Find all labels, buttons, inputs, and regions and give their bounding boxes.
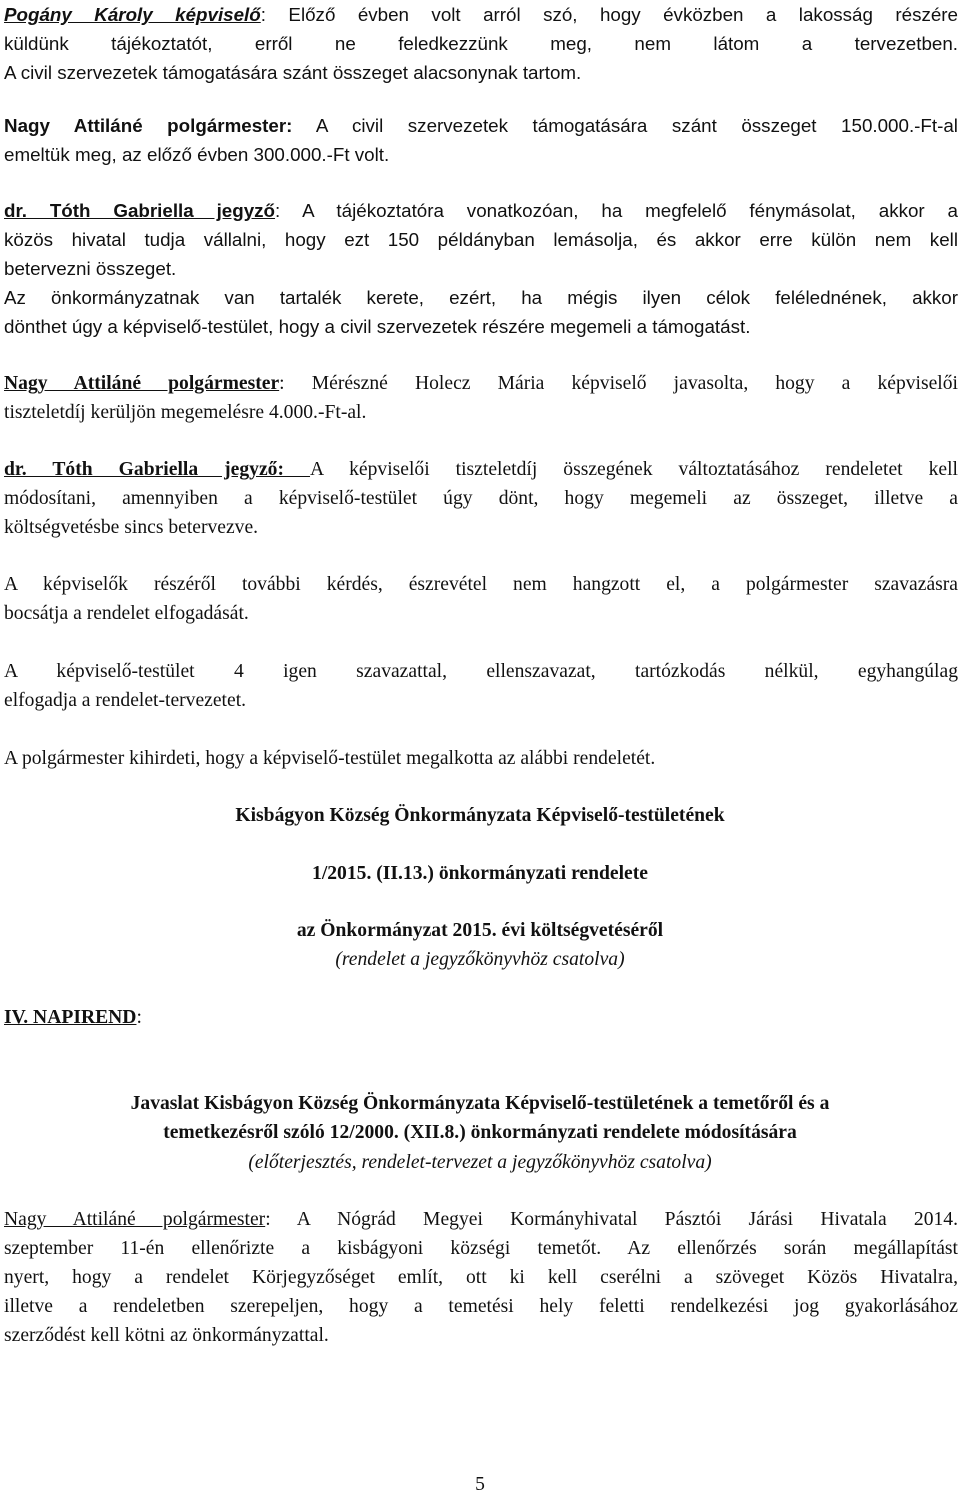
- speaker-name: dr. Tóth Gabriella jegyző:: [4, 459, 311, 480]
- decree-note: (rendelet a jegyzőkönyvhöz csatolva): [335, 949, 625, 970]
- p2-line2: emeltük meg, az előző évben 300.000.-Ft volt.: [4, 144, 390, 165]
- speaker-name: Pogány Károly képviselő: [4, 4, 261, 25]
- decree-subject: az Önkormányzat 2015. évi költségvetéséről: [296, 920, 664, 941]
- p5-line2: módosítani, amennyiben a képviselő-testület úgy dönt, hogy megemeli az összeget, illetve a: [4, 488, 958, 509]
- p9-line1: Nagy Attiláné polgármester: A Nógrád Megyei Kormányhivatal Pásztói Járási Hivatala 2014.: [4, 1209, 958, 1230]
- speaker-name: Nagy Attiláné polgármester:: [4, 115, 293, 136]
- p1-line2: küldünk tájékoztatót, erről ne feledkezzünk meg, nem látom a tervezetben.: [4, 33, 958, 54]
- decree-number: 1/2015. (II.13.) önkormányzati rendelete: [312, 863, 648, 884]
- paragraph-polgarmester-1: [4, 111, 958, 169]
- p3-line2: közös hivatal tudja vállalni, hogy ezt 150 példányban lemásolja, és akkor erre külön nem kell: [4, 229, 958, 250]
- agenda-label: IV. NAPIREND:: [4, 1007, 142, 1028]
- paragraph-hatarozat: [4, 657, 958, 715]
- speaker-name: dr. Tóth Gabriella jegyző: [4, 200, 276, 221]
- p9-line5: szerződést kell kötni az önkormányzattal.: [4, 1325, 329, 1346]
- p9-line2: szeptember 11-én ellenőrizte a kisbágyoni községi temetőt. Az ellenőrzés során megállapítást: [4, 1238, 958, 1259]
- p3-line1: dr. Tóth Gabriella jegyző: A tájékoztatóra vonatkozóan, ha megfelelő fénymásolat, akkor a: [4, 200, 958, 221]
- p1-line3: A civil szervezetek támogatására szánt összeget alacsonynak tartom.: [4, 62, 582, 83]
- speaker-name: Nagy Attiláné polgármester: [4, 1209, 266, 1230]
- paragraph-pogany-karoly: [4, 0, 958, 87]
- p5-line1: dr. Tóth Gabriella jegyző: A képviselői tiszteletdíj összegének változtatásához rendeletet kell: [4, 459, 958, 480]
- p9-line3: nyert, hogy a rendelet Körjegyzőséget említ, ott ki kell cserélni a szöveget Közös Hivatalra,: [4, 1267, 958, 1288]
- p9-line4: illetve a rendeletben szerepeljen, hogy a temetési hely feletti rendelkezési jog gyakorlásához: [4, 1296, 958, 1317]
- p2-line1: Nagy Attiláné polgármester: A civil szervezetek támogatására szánt összeget 150.000.-Ft-al: [4, 115, 958, 136]
- p3-line4: Az önkormányzatnak van tartalék kerete, ezért, ha mégis ilyen célok felélednének, akkor: [4, 287, 958, 308]
- p4-line1: Nagy Attiláné polgármester: Mérészné Holecz Mária képviselő javasolta, hogy a képviselői: [4, 373, 958, 394]
- paragraph-polgarmester-2: [4, 369, 958, 427]
- paragraph-kihirdetes: [4, 744, 958, 773]
- p6-line2: bocsátja a rendelet elfogadását.: [4, 603, 249, 624]
- p7-line2: elfogadja a rendelet-tervezetet.: [4, 690, 247, 711]
- p3-line5: dönthet úgy a képviselő-testület, hogy a civil szervezetek részére megemeli a támogatást.: [4, 316, 751, 337]
- paragraph-polgarmester-3: [4, 1205, 958, 1350]
- p5-line3: költségvetésbe sincs betervezve.: [4, 517, 259, 538]
- agenda-title-line1: Javaslat Kisbágyon Község Önkormányzata Képviselő-testületének a temetőről és a: [130, 1093, 830, 1114]
- p6-line1: A képviselők részéről további kérdés, észrevétel nem hangzott el, a polgármester szavazásra: [4, 574, 958, 595]
- decree-title: Kisbágyon Község Önkormányzata Képviselő-testületének: [235, 805, 725, 826]
- p1-line1: Pogány Károly képviselő: Előző évben volt arról szó, hogy évközben a lakosság részére: [4, 4, 958, 25]
- page-number: 5: [475, 1474, 485, 1495]
- agenda-title-line2: temetkezésről szóló 12/2000. (XII.8.) önkormányzati rendelete módosítására: [163, 1122, 797, 1143]
- p7-line1: A képviselő-testület 4 igen szavazattal, ellenszavazat, tartózkodás nélkül, egyhangúlag: [4, 661, 958, 682]
- speaker-name: Nagy Attiláné polgármester: [4, 373, 280, 394]
- p3-line3: betervezni összeget.: [4, 258, 177, 279]
- paragraph-jegyzo-2: [4, 455, 958, 542]
- agenda-note: (előterjesztés, rendelet-tervezet a jegyzőkönyvhöz csatolva): [248, 1152, 712, 1173]
- paragraph-jegyzo-1: [4, 196, 958, 341]
- p8-line1: A polgármester kihirdeti, hogy a képviselő-testület megalkotta az alábbi rendeletét.: [4, 748, 656, 769]
- paragraph-szavazas: [4, 570, 958, 628]
- p4-line2: tiszteletdíj kerüljön megemelésre 4.000.-Ft-al.: [4, 402, 367, 423]
